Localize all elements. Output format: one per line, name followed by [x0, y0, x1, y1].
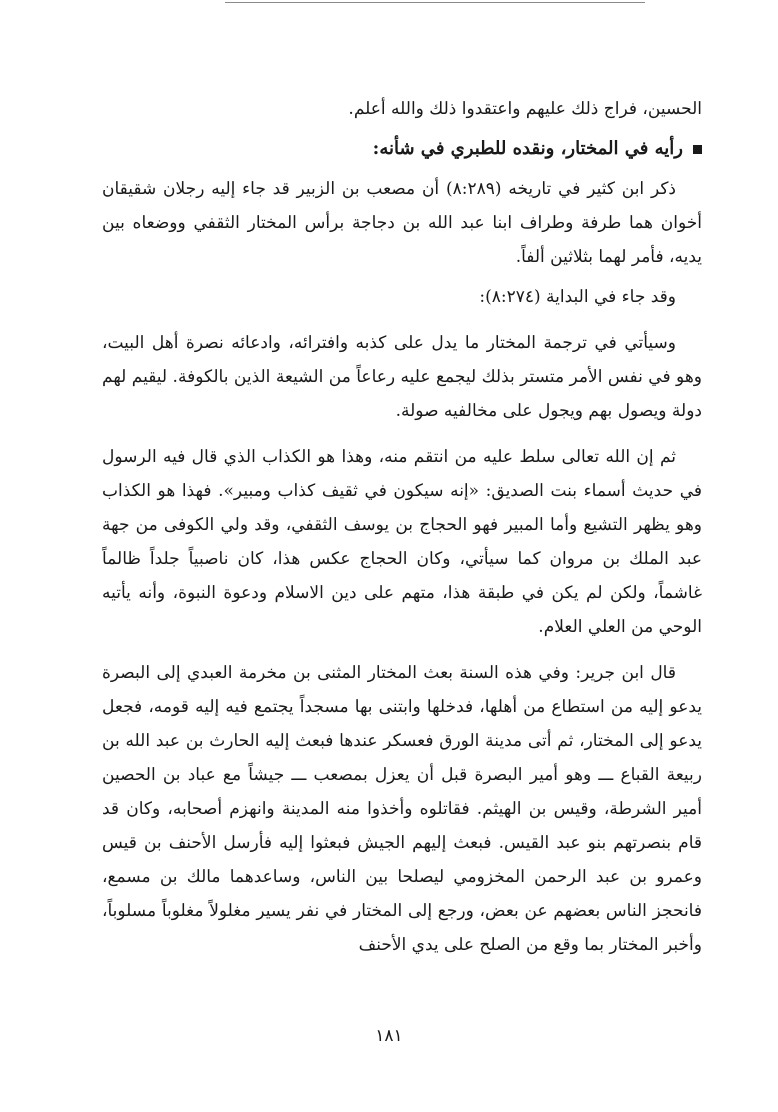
page-body	[102, 92, 702, 962]
paragraph: قال ابن جرير: وفي هذه السنة بعث المختار المثنى بن مخرمة العبدي إلى البصرة يدعو إليه من استطاع من أهلها، فدخلها وابتنى بها مسجداً يجتمع فيه إليه قومه، فجعل يدعو إلى المختار، ثم أتى مدينة الورق فعسكر عندها فبعث إليه الحارث بن عبد الله بن ربيعة القباع ـــ وهو أمير البصرة قبل أن يعزل بمصعب ـــ جيشاً مع عباد بن الحصين أمير الشرطة، وقيس بن الهيثم. فقاتلوه وأخذوا منه المدينة وانهزم أصحابه، وكان قد قام بنصرتهم بنو عبد القيس. فبعث إليهم الجيش فبعثوا إليه فأرسل الأحنف بن قيس وعمرو بن عبد الرحمن المخزومي ليصلحا بين الناس، وساعدهما مالك بن مسمع، فانحجز الناس بعضهم عن بعض، ورجع إلى المختار في نفر يسير مغلولاً مغلوباً مسلوباً، وأخبر المختار بما وقع من الصلح على يدي الأحنف	[102, 663, 702, 955]
opening-line: الحسين، فراج ذلك عليهم واعتقدوا ذلك والله أعلم.	[348, 99, 702, 119]
page-number: ١٨١	[375, 1026, 403, 1046]
section-heading	[102, 132, 702, 166]
square-bullet-icon	[693, 145, 702, 154]
quote-paragraph: ثم إن الله تعالى سلط عليه من انتقم منه، وهذا هو الكذاب الذي قال فيه الرسول في حديث أسماء بنت الصديق: «إنه سيكون في ثقيف كذاب ومبير». فهذا هو الكذاب وهو يظهر التشيع وأما المبير فهو الحجاج بن يوسف الثقفي، وقد ولي الكوفى من جهة عبد الملك بن مروان كما سيأتي، وكان الحجاج عكس هذا، كان ناصبياً جلداً ظالماً غاشماً، ولكن لم يكن في طبقة هذا، متهم على دين الاسلام ودعوة النبوة، وأنه يأتيه الوحي من العلي العلام.	[102, 447, 702, 637]
paragraph: ذكر ابن كثير في تاريخه (٨:٢٨٩) أن مصعب بن الزبير قد جاء إليه رجلان شقيقان أخوان هما طرفة وطراف ابنا عبد الله بن دجاجة برأس المختار الثقفي ووضعاه بين يديه، فأمر لهما بثلاثين ألفاً.	[102, 179, 702, 267]
quote-paragraph: وسيأتي في ترجمة المختار ما يدل على كذبه وافترائه، وادعائه نصرة أهل البيت، وهو في نفس الأمر متستر بذلك ليجمع عليه رعاعاً من الشيعة الذين بالكوفة. ليقيم لهم دولة ويصول بهم ويجول على مخالفيه صولة.	[102, 333, 702, 421]
top-rule	[225, 2, 645, 3]
section-heading-text: رأيه في المختار، ونقده للطبري في شأنه:	[372, 138, 683, 159]
paragraph: وقد جاء في البداية (٨:٢٧٤):	[479, 287, 676, 307]
